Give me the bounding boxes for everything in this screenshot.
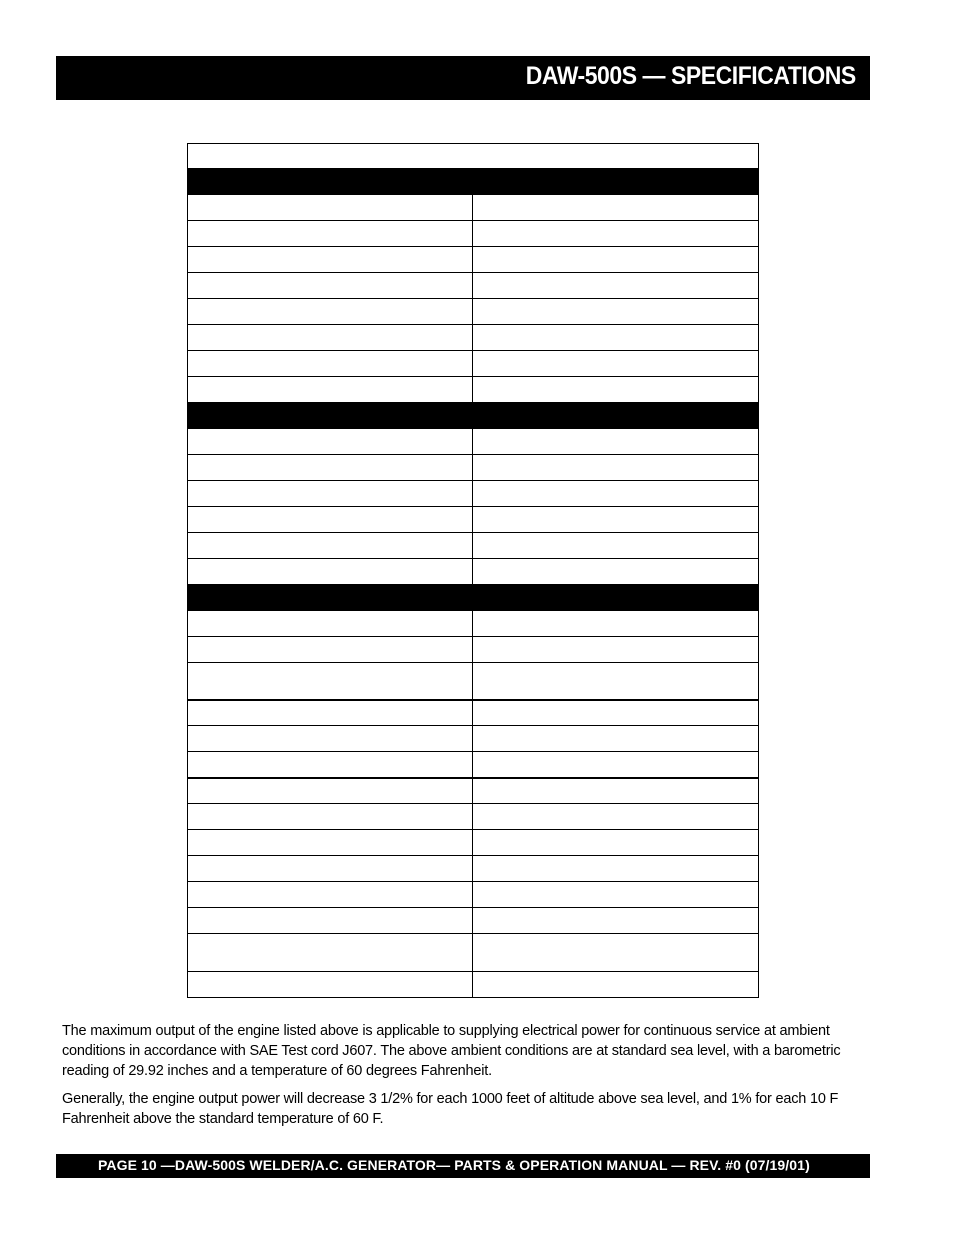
table-row (188, 480, 758, 506)
table-row (188, 725, 758, 751)
table-section-header (188, 584, 758, 610)
table-row (188, 532, 758, 558)
note-paragraph: Generally, the engine output power will decrease 3 1/2% for each 1000 feet of altitude above sea level, and 1% for each 10 F Fahrenheit above the standard temperature of 60 F. (62, 1091, 839, 1127)
table-row (188, 220, 758, 246)
table-row (188, 324, 758, 350)
table-row (188, 881, 758, 907)
note-paragraph: The maximum output of the engine listed above is applicable to supplying electrical power for continuous service at ambient conditions in accordance with SAE Test cord J607. The above ambient conditions are at standard sea level, with a barometric reading of 29.92 inches and a temperature of 60 degrees Fahrenheit. (62, 1023, 841, 1079)
table-row (188, 699, 758, 725)
table-row (188, 777, 758, 803)
table-row (188, 933, 758, 971)
table-row (188, 636, 758, 662)
table-title-row (188, 144, 758, 168)
table-row (188, 428, 758, 454)
table-row (188, 246, 758, 272)
table-section-header (188, 168, 758, 194)
specifications-table (187, 143, 759, 998)
table-row (188, 376, 758, 402)
table-row (188, 558, 758, 584)
table-section-header (188, 402, 758, 428)
table-row (188, 454, 758, 480)
table-row (188, 662, 758, 699)
table-row (188, 829, 758, 855)
table-row (188, 971, 758, 997)
notes-section (62, 1021, 876, 1137)
page-footer-bar (56, 1154, 870, 1178)
table-row (188, 610, 758, 636)
page-header-bar (56, 56, 870, 100)
table-row (188, 506, 758, 532)
table-row (188, 751, 758, 777)
table-row (188, 350, 758, 376)
table-row (188, 907, 758, 933)
table-row (188, 855, 758, 881)
table-row (188, 194, 758, 220)
table-row (188, 272, 758, 298)
table-row (188, 298, 758, 324)
table-row (188, 803, 758, 829)
footer-text: PAGE 10 —DAW-500S WELDER/A.C. GENERATOR— PARTS & OPERATION MANUAL — REV. #0 (07/19/01) (98, 1157, 810, 1173)
page-title: DAW-500S — SPECIFICATIONS (525, 62, 856, 90)
